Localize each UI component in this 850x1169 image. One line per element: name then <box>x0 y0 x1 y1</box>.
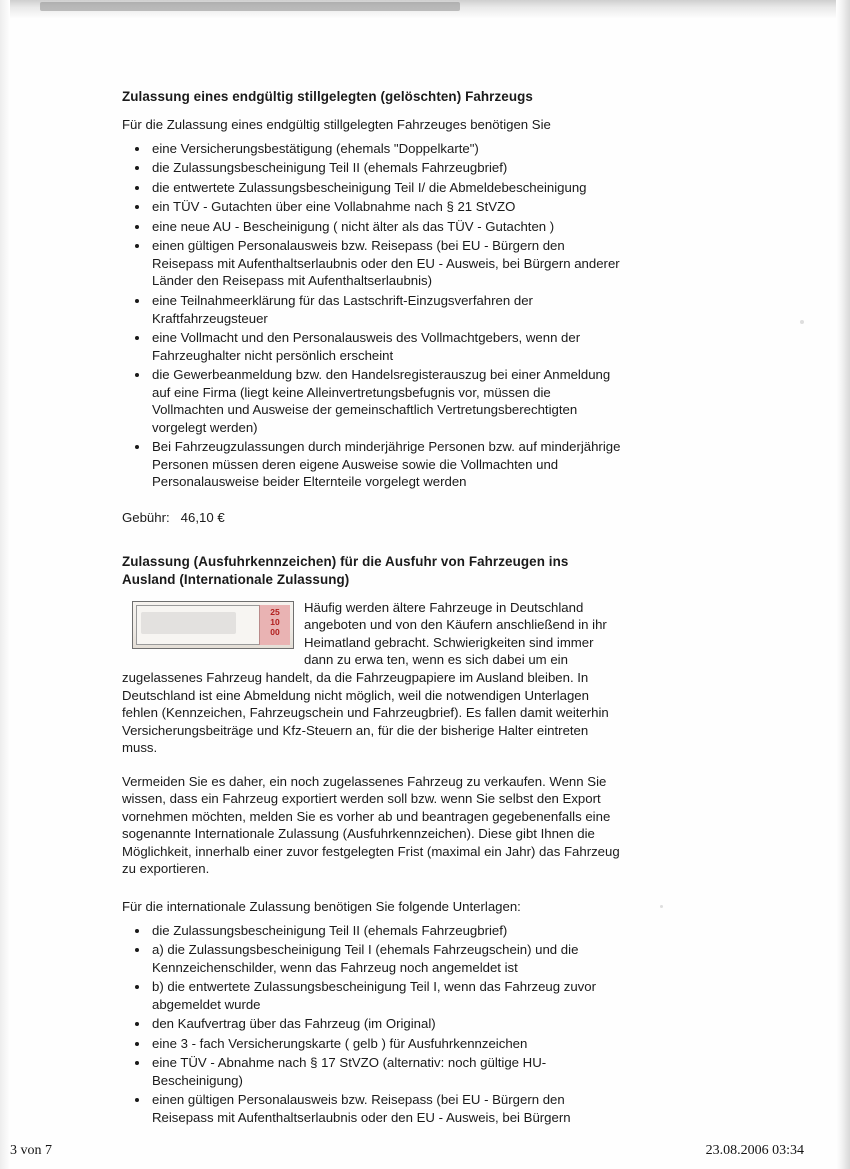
paragraph-space <box>122 884 622 898</box>
list-item: • a) die Zulassungsbescheinigung Teil I (ehemals Fahrzeugschein) und die Kennzeichenschilder, wenn das Fahrzeug noch angemeldet ist <box>150 941 622 976</box>
scan-left-edge-artifact <box>0 0 10 1169</box>
document-body <box>122 88 622 1131</box>
list-item: • die Gewerbeanmeldung bzw. den Handelsregisterauszug bei einer Anmeldung auf eine Firma (liegt keine Alleinvertretungsbefugnis vor, müssen die Vollmachten und Ausweise der gemeinschaftlich Vertretungsberechtigten vorgelegt werden) <box>150 366 622 436</box>
section-divider-space <box>122 527 622 553</box>
section2-list-intro: Für die internationale Zulassung benötigen Sie folgende Unterlagen: <box>122 898 521 914</box>
list-item: • die Zulassungsbescheinigung Teil II (ehemals Fahrzeugbrief) <box>150 159 622 177</box>
section2-figure-and-text <box>122 599 622 763</box>
list-item: • die Zulassungsbescheinigung Teil II (ehemals Fahrzeugbrief) <box>150 922 622 940</box>
list-item: • b) die entwertete Zulassungsbescheinigung Teil I, wenn das Fahrzeug zuvor abgemeldet wurde <box>150 978 622 1013</box>
list-item: • eine Versicherungsbestätigung (ehemals "Doppelkarte") <box>150 140 622 158</box>
list-item: • eine Vollmacht und den Personalausweis des Vollmachtgebers, wenn der Fahrzeughalter nicht persönlich erscheint <box>150 329 622 364</box>
scan-right-edge-artifact <box>836 0 850 1169</box>
section1-requirements-list <box>122 140 622 491</box>
fee-value: 46,10 € <box>180 510 225 526</box>
list-item: • einen gültigen Personalausweis bzw. Reisepass (bei EU - Bürgern den Reisepass mit Aufenthaltserlaubnis oder den EU - Ausweis, bei Bürgern anderer Länder den Reisepass mit Aufenthaltserlaubnis) <box>150 237 622 290</box>
export-licence-plate-image <box>132 601 294 649</box>
list-item: • ein TÜV - Gutachten über eine Vollabnahme nach § 21 StVZO <box>150 198 622 216</box>
list-item: • einen gültigen Personalausweis bzw. Reisepass (bei EU - Bürgern den Reisepass mit Aufenthaltserlaubnis oder den EU - Ausweis, bei Bürgern <box>150 1091 622 1126</box>
list-item: • den Kaufvertrag über das Fahrzeug (im Original) <box>150 1015 622 1033</box>
list-item: • eine 3 - fach Versicherungskarte ( gelb ) für Ausfuhrkennzeichen <box>150 1035 622 1053</box>
section-heading-registration-deregistered: Zulassung eines endgültig stillgelegten (gelöschten) Fahrzeugs <box>122 89 533 104</box>
section-heading-export-registration: Zulassung (Ausfuhrkennzeichen) für die Ausfuhr von Fahrzeugen ins Ausland (Internationale Zulassung) <box>122 553 569 587</box>
fee-label: Gebühr: <box>122 510 170 526</box>
print-timestamp: 23.08.2006 03:34 <box>705 1143 804 1158</box>
scan-smudge <box>141 612 236 634</box>
page-number: 3 von 7 <box>10 1143 52 1158</box>
list-item: • eine Teilnahmeerklärung für das Lastschrift-Einzugsverfahren der Kraftfahrzeugsteuer <box>150 292 622 327</box>
section1-fee-line <box>122 509 622 527</box>
licence-plate-expiry-date: 25 10 00 <box>270 606 280 637</box>
list-item: • die entwertete Zulassungsbescheinigung Teil I/ die Abmeldebescheinigung <box>150 179 622 197</box>
scan-top-edge-artifact <box>0 0 850 18</box>
list-item: • Bei Fahrzeugzulassungen durch minderjährige Personen bzw. auf minderjährige Personen müssen deren eigene Ausweise sowie die Vollmachten und Personalausweise beider Elternteile vorgelegt werden <box>150 438 622 491</box>
paragraph: Häufig werden ältere Fahrzeuge in Deutschland angeboten und von den Käufern anschließend in ihr Heimatland gebracht. Schwierigkeiten sind immer dann zu erwa ten, wenn es sich dabei um ein zugelassenes Fahrzeug handelt, da die Fahrzeugpapiere im Ausland bleiben. In Deutschland ist eine Abmeldung nicht möglich, weil die notwendigen Unterlagen fehlen (Kennzeichen, Fahrzeugschein und Fahrzeugbrief). Es fallen damit weiterhin Versicherungsbeiträge und Kfz-Steuern an, für die der bisherige Halter eintreten muss. <box>122 599 609 756</box>
paragraph: Vermeiden Sie es daher, ein noch zugelassenes Fahrzeug zu verkaufen. Wenn Sie wissen, dass ein Fahrzeug exportiert werden soll bzw. wenn Sie selbst den Export vornehmen möchten, melden Sie es vorher ab und beantragen gegebenenfalls eine sogenannte Internationale Zulassung (Ausfuhrkennzeichen). Diese gibt Ihnen die Möglichkeit, innerhalb einer zuvor festgelegten Frist (maximal ein Jahr) das Fahrzeug zu exportieren. <box>122 773 620 877</box>
section1-intro-text: Für die Zulassung eines endgültig stillgelegten Fahrzeuges benötigen Sie <box>122 117 551 133</box>
scan-speck <box>800 320 804 324</box>
list-item: • eine TÜV - Abnahme nach § 17 StVZO (alternativ: noch gültige HU-Bescheinigung) <box>150 1054 622 1089</box>
scan-speck <box>660 905 663 908</box>
list-item: • eine neue AU - Bescheinigung ( nicht älter als das TÜV - Gutachten ) <box>150 218 622 236</box>
section2-requirements-list <box>122 922 622 1127</box>
